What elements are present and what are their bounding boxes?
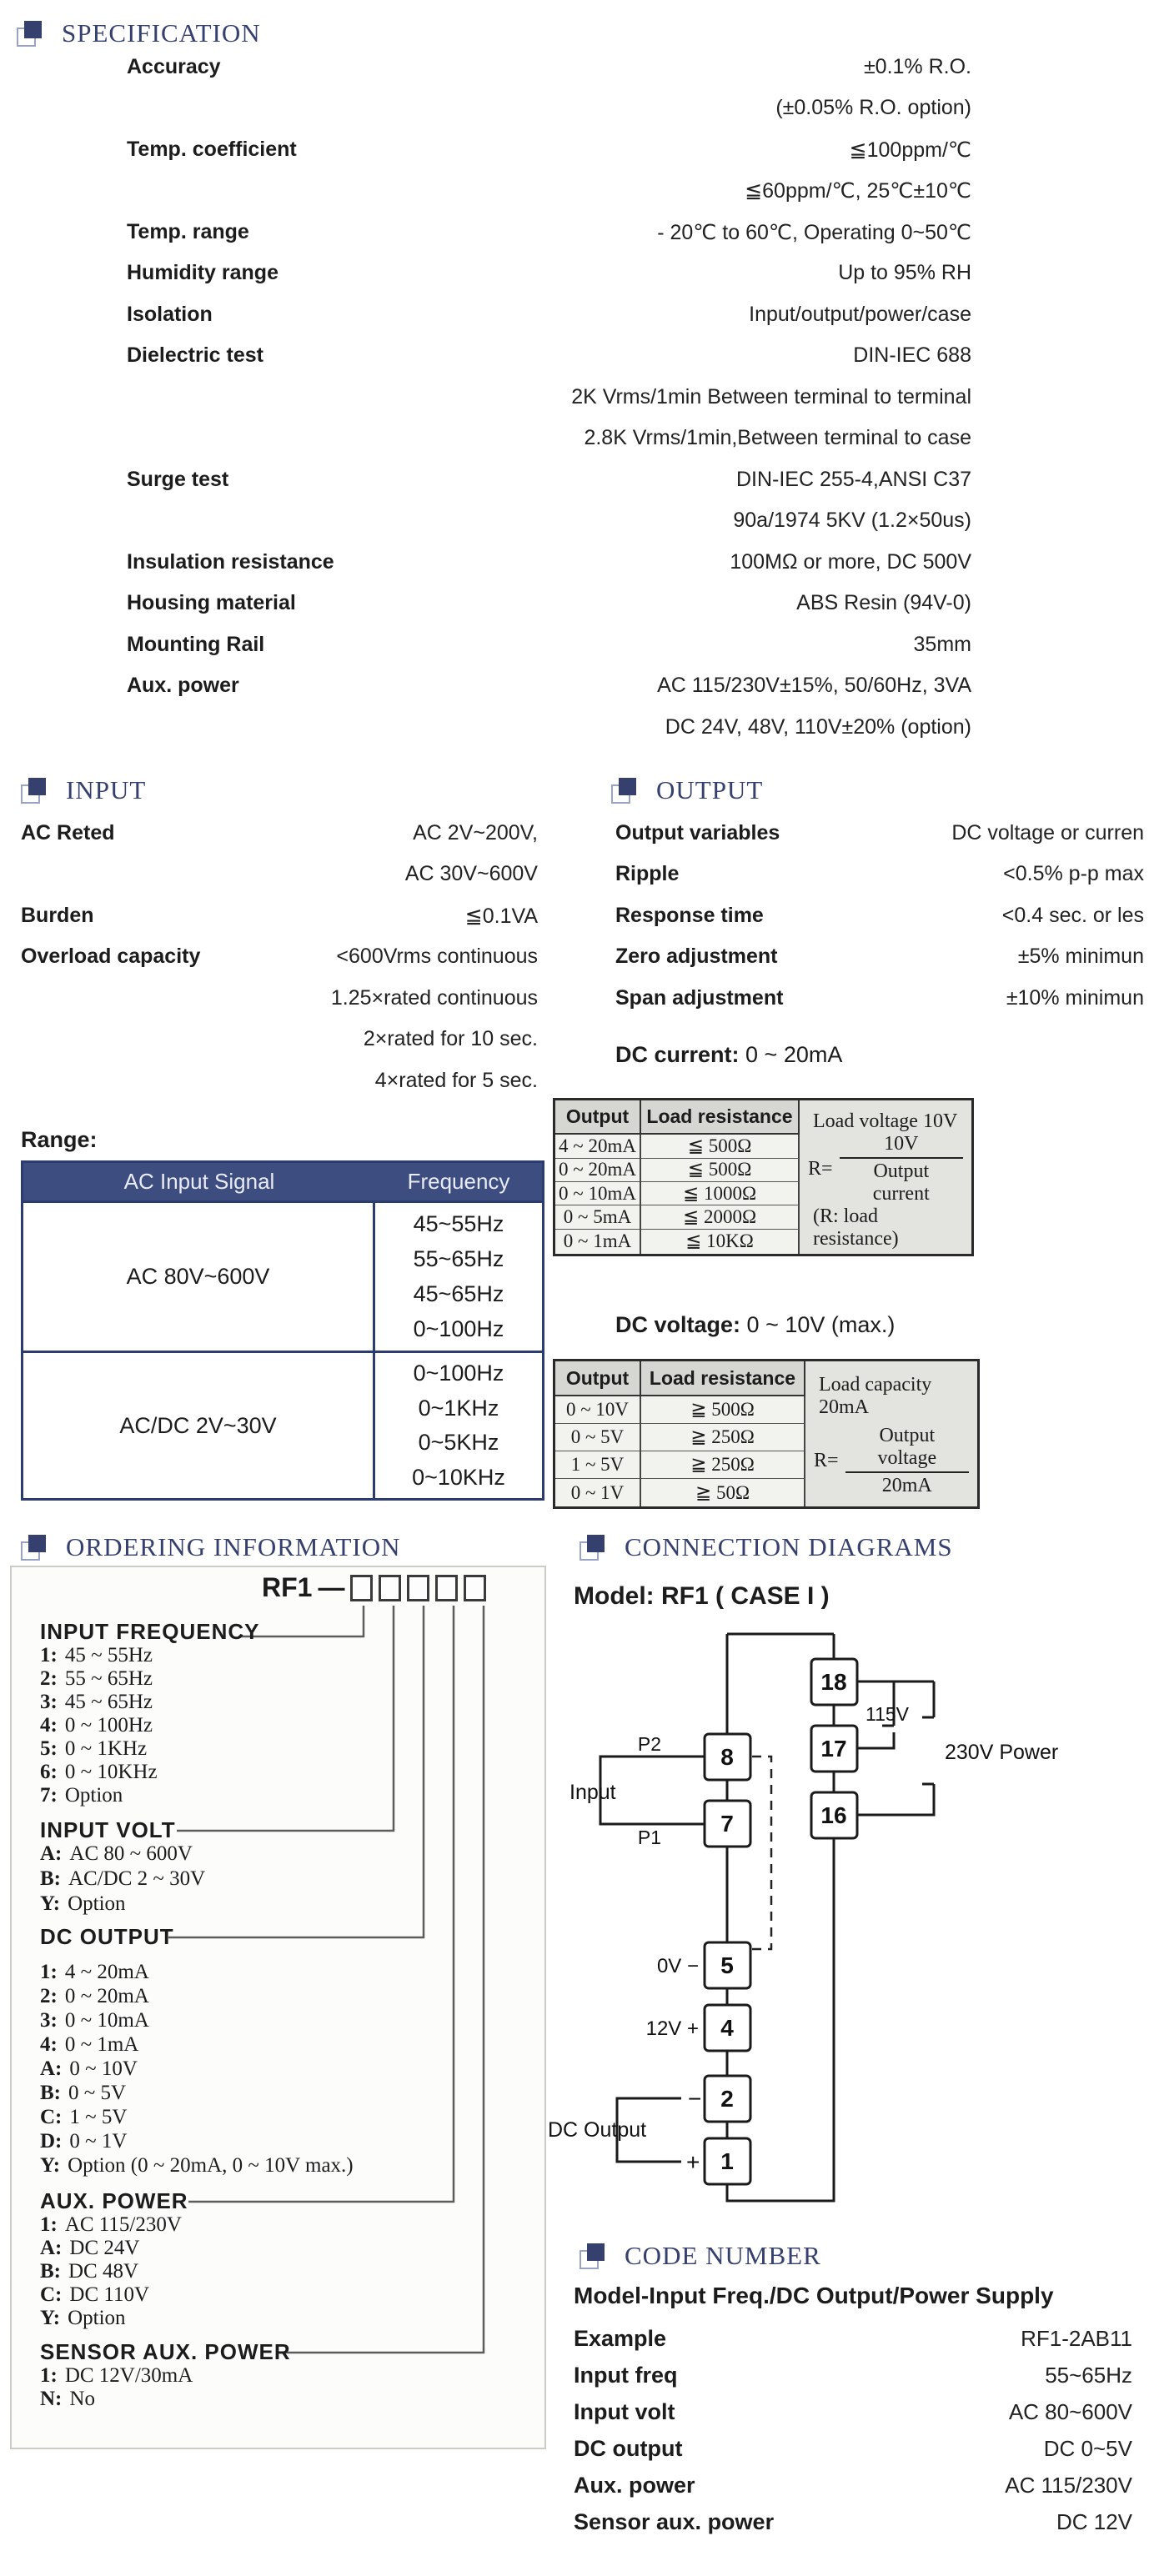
item-text: 0 ~ 5V — [68, 2082, 127, 2104]
code-row — [574, 2436, 1132, 2469]
spec-value: ABS Resin (94V-0) — [796, 591, 971, 614]
section-square-icon — [611, 777, 638, 804]
input-value: 4×rated for 5 sec. — [374, 1069, 538, 1092]
spec-row — [127, 303, 971, 336]
item-key: B: — [40, 2260, 61, 2283]
output-label: Ripple — [615, 862, 680, 885]
input-row — [21, 1069, 538, 1102]
spec-value: AC 115/230V±15%, 50/60Hz, 3VA — [657, 674, 971, 697]
section-title: SPECIFICATION — [62, 18, 261, 48]
spec-row — [127, 385, 971, 418]
voltage-115-label: 115V — [866, 1703, 910, 1725]
voltage-230-power-label: 230V Power — [945, 1741, 1059, 1764]
spec-value: DIN-IEC 688 — [853, 343, 971, 367]
code-label: DC output — [574, 2436, 683, 2461]
spec-value: ≦100ppm/℃ — [849, 138, 971, 162]
table-cell: 0 ~ 20mA — [555, 1159, 641, 1182]
table-cell: ≦ 1000Ω — [641, 1182, 800, 1205]
range-signal: AC/DC 2V~30V — [23, 1353, 375, 1498]
spec-row — [127, 96, 971, 129]
terminal-number: 1 — [720, 2148, 734, 2174]
output-row — [615, 986, 1144, 1020]
spec-value: ≦60ppm/℃, 25℃±10℃ — [745, 179, 971, 203]
input-value: 1.25×rated continuous — [330, 986, 538, 1010]
item-key: B: — [40, 2082, 61, 2104]
item-key: Y: — [40, 1892, 61, 1915]
formula-note-top: Load voltage 10V — [813, 1110, 958, 1132]
ordering-item — [40, 2130, 127, 2153]
ordering-item — [40, 2106, 127, 2129]
fraction-denominator: 20mA — [845, 1471, 969, 1497]
code-row — [574, 2363, 1132, 2396]
input-label: Burden — [21, 904, 94, 927]
model-code-row — [262, 1572, 486, 1603]
spec-row — [127, 468, 971, 501]
ordering-item — [40, 2307, 126, 2330]
item-text: 0 ~ 1KHz — [64, 1737, 148, 1760]
item-key: B: — [40, 1867, 61, 1890]
spec-label: Temp. coefficient — [127, 138, 297, 161]
item-key: Y: — [40, 2307, 61, 2329]
output-label: Output variables — [615, 821, 780, 844]
item-text: 0 ~ 100Hz — [64, 1714, 153, 1737]
item-text: 45 ~ 65Hz — [64, 1691, 153, 1713]
table-cell: ≦ 500Ω — [641, 1135, 800, 1158]
ordering-item — [40, 2009, 149, 2032]
item-text: 4 ~ 20mA — [64, 1961, 149, 1983]
item-key: D: — [40, 2130, 63, 2153]
dc-current-heading — [615, 1042, 842, 1068]
code-box — [350, 1575, 373, 1601]
spec-label: Mounting Rail — [127, 633, 265, 656]
terminal-number: 17 — [820, 1736, 847, 1762]
item-text: Option — [64, 1784, 123, 1807]
item-text: 0 ~ 10V — [69, 2057, 138, 2080]
code-label: Sensor aux. power — [574, 2509, 775, 2534]
section-title: CONNECTION DIAGRAMS — [625, 1532, 953, 1561]
item-key: A: — [40, 1842, 63, 1865]
ordering-item — [40, 2033, 138, 2057]
table-cell: 0 ~ 5mA — [555, 1205, 641, 1229]
table-cell: ≦ 2000Ω — [641, 1205, 800, 1229]
ordering-item — [40, 2388, 95, 2411]
item-key: 3: — [40, 2009, 58, 2032]
item-text: AC 80 ~ 600V — [69, 1842, 193, 1865]
dash: — — [318, 1572, 345, 1602]
spec-value: Input/output/power/case — [749, 303, 971, 326]
item-text: 1 ~ 5V — [69, 2106, 128, 2128]
item-text: DC 110V — [69, 2283, 149, 2306]
spec-row — [127, 591, 971, 624]
table-cell: 1 ~ 5V — [555, 1451, 641, 1479]
input-row — [21, 945, 538, 978]
table-cell: 0 ~ 1mA — [555, 1230, 641, 1254]
item-key: 2: — [40, 1985, 58, 2007]
item-key: 7: — [40, 1784, 58, 1807]
item-text: Option (0 ~ 20mA, 0 ~ 10V max.) — [68, 2154, 354, 2177]
ordering-group-label: AUX. POWER — [40, 2188, 188, 2213]
ordering-item — [40, 1737, 147, 1761]
item-key: 1: — [40, 1644, 58, 1666]
output-value: ±10% minimun — [1006, 986, 1144, 1010]
code-value: RF1-2AB11 — [1021, 2326, 1132, 2351]
ordering-item — [40, 1867, 205, 1891]
output-label: Zero adjustment — [615, 945, 778, 968]
code-row — [574, 2326, 1132, 2359]
code-label: Aux. power — [574, 2473, 695, 2498]
spec-value: Up to 95% RH — [838, 261, 971, 284]
specification-header — [17, 18, 261, 48]
section-square-icon — [17, 20, 43, 47]
ordering-item — [40, 2154, 354, 2178]
ordering-item — [40, 1892, 126, 1916]
spec-value: - 20℃ to 60℃, Operating 0~50℃ — [657, 221, 971, 244]
dc-voltage-table — [553, 1359, 980, 1509]
formula-fraction — [840, 1133, 963, 1205]
input-value: AC 2V~200V, — [413, 821, 538, 844]
item-key: 6: — [40, 1761, 58, 1783]
code-row — [574, 2473, 1132, 2506]
spec-value: 2.8K Vrms/1min,Between terminal to case — [584, 426, 971, 449]
ordering-item — [40, 1644, 153, 1667]
item-key: 3: — [40, 1691, 58, 1713]
output-row — [615, 862, 1144, 895]
code-number-header — [580, 2241, 821, 2271]
spec-label: Insulation resistance — [127, 550, 334, 574]
section-square-icon — [580, 1534, 606, 1561]
input-row — [21, 862, 538, 895]
model-code: RF1 — [262, 1572, 313, 1602]
zero-volt-label: 0V − — [656, 1955, 699, 1977]
formula-note-bottom: (R: load resistance) — [813, 1205, 899, 1250]
spec-value: DIN-IEC 255-4,ANSI C37 — [735, 468, 971, 491]
section-square-icon — [21, 777, 48, 804]
output-row — [615, 821, 1144, 854]
item-text: 55 ~ 65Hz — [64, 1667, 153, 1690]
ordering-diagram — [10, 1566, 546, 2449]
item-key: 1: — [40, 2364, 58, 2387]
input-value: <600Vrms continuous — [336, 945, 538, 968]
table-cell: 0 ~ 1V — [555, 1479, 641, 1506]
spec-label: Isolation — [127, 303, 213, 326]
formula-note-top: Load capacity 20mA — [819, 1374, 932, 1419]
item-text: 0 ~ 20mA — [64, 1985, 149, 2007]
input-value: ≦0.1VA — [464, 905, 538, 928]
spec-label: Surge test — [127, 468, 229, 491]
section-title: OUTPUT — [656, 775, 764, 804]
range-col-header: Frequency — [407, 1169, 510, 1194]
ordering-item — [40, 2057, 138, 2081]
ordering-item — [40, 2237, 139, 2260]
ordering-item — [40, 2364, 193, 2388]
ordering-item — [40, 1842, 193, 1866]
input-value: 2×rated for 10 sec. — [363, 1027, 538, 1050]
output-row — [615, 904, 1144, 937]
section-title: CODE NUMBER — [625, 2241, 821, 2270]
spec-label: Aux. power — [127, 674, 239, 697]
ordering-item — [40, 1961, 149, 1984]
item-text: DC 12V/30mA — [64, 2364, 193, 2387]
fraction-denominator: Output current — [840, 1157, 963, 1205]
table-cell: 0 ~ 10mA — [555, 1182, 641, 1205]
terminal-number: 18 — [820, 1669, 847, 1695]
spec-value: (±0.05% R.O. option) — [775, 96, 971, 119]
range-frequency: 0~100Hz — [413, 1361, 504, 1386]
spec-label: Dielectric test — [127, 343, 263, 367]
range-label: Range: — [21, 1127, 98, 1152]
spec-row — [127, 674, 971, 707]
ordering-group-label: INPUT FREQUENCY — [40, 1619, 260, 1644]
range-group-row — [23, 1203, 542, 1351]
terminal-number: 7 — [720, 1811, 734, 1837]
spec-row — [127, 426, 971, 459]
spec-label: Humidity range — [127, 261, 278, 284]
code-label: Input volt — [574, 2399, 675, 2424]
code-value: DC 0~5V — [1043, 2436, 1132, 2461]
table-cell: ≧ 50Ω — [641, 1479, 805, 1506]
item-text: No — [69, 2388, 95, 2410]
item-key: 2: — [40, 1667, 58, 1690]
spec-row — [127, 55, 971, 88]
table-cell: ≧ 250Ω — [641, 1424, 805, 1451]
dc-output-label: DC Output — [548, 2118, 647, 2142]
range-frequency: 0~100Hz — [413, 1316, 504, 1342]
item-key: C: — [40, 2106, 63, 2128]
range-table-header — [23, 1163, 542, 1203]
spec-value: 90a/1974 5KV (1.2×50us) — [733, 509, 971, 532]
item-key: N: — [40, 2388, 63, 2410]
table-cell: ≦ 500Ω — [641, 1159, 800, 1182]
item-text: 0 ~ 10mA — [64, 2009, 149, 2032]
col-header: Output — [555, 1100, 641, 1135]
item-text: AC/DC 2 ~ 30V — [68, 1867, 206, 1890]
input-row — [21, 821, 538, 854]
ordering-item — [40, 1784, 123, 1807]
spec-label: Housing material — [127, 591, 296, 614]
item-key: 1: — [40, 1961, 58, 1983]
code-box — [379, 1575, 401, 1601]
range-table — [21, 1160, 544, 1501]
ordering-group-label: INPUT VOLT — [40, 1817, 176, 1842]
table-cell: ≦ 10KΩ — [641, 1230, 800, 1254]
spec-row — [127, 178, 971, 212]
item-key: 5: — [40, 1737, 58, 1760]
spec-label: Temp. range — [127, 220, 249, 243]
spec-row — [127, 261, 971, 294]
terminal-number: 16 — [820, 1802, 847, 1828]
code-row — [574, 2509, 1132, 2543]
code-box — [407, 1575, 429, 1601]
fraction-numerator: 10V — [884, 1133, 919, 1155]
item-text: 0 ~ 1V — [69, 2130, 128, 2153]
range-group-row — [23, 1351, 542, 1498]
dc-current-table — [553, 1098, 974, 1256]
ordering-item — [40, 2213, 182, 2237]
section-square-icon — [21, 1534, 48, 1561]
input-row — [21, 1027, 538, 1060]
item-text: AC 115/230V — [64, 2213, 182, 2236]
range-frequency: 0~1KHz — [418, 1395, 499, 1421]
ordering-item — [40, 1667, 153, 1691]
code-box — [435, 1575, 458, 1601]
section-title: INPUT — [66, 775, 147, 804]
p1-label: P1 — [637, 1827, 661, 1848]
item-text: Option — [68, 1892, 126, 1915]
twelve-volt-label: 12V + — [645, 2017, 699, 2040]
connection-header — [580, 1532, 953, 1562]
formula-prefix: R= — [808, 1158, 833, 1180]
p2-label: P2 — [637, 1733, 661, 1755]
item-key: Y: — [40, 2154, 61, 2177]
item-text: 45 ~ 55Hz — [64, 1644, 153, 1666]
ordering-item — [40, 2082, 126, 2105]
spec-row — [127, 633, 971, 666]
range-frequency: 0~10KHz — [412, 1464, 505, 1490]
spec-row — [127, 509, 971, 542]
ordering-item — [40, 1714, 153, 1737]
spec-row — [127, 550, 971, 584]
dc-current-value: 0 ~ 20mA — [745, 1042, 843, 1067]
input-row — [21, 986, 538, 1020]
connection-diagram — [546, 1626, 1145, 2226]
formula-fraction — [845, 1425, 969, 1497]
ordering-item — [40, 2283, 149, 2307]
spec-value: DC 24V, 48V, 110V±20% (option) — [665, 715, 971, 739]
range-col-header: AC Input Signal — [123, 1169, 275, 1194]
table-cell: ≧ 500Ω — [641, 1396, 805, 1424]
range-frequency: 45~55Hz — [413, 1210, 504, 1236]
ordering-group-label: DC OUTPUT — [40, 1924, 174, 1949]
item-text: Option — [68, 2307, 126, 2329]
ordering-item — [40, 1691, 153, 1714]
input-label: Overload capacity — [21, 945, 201, 968]
ordering-header — [21, 1532, 400, 1562]
code-value: 55~65Hz — [1045, 2363, 1132, 2388]
spec-value: ±0.1% R.O. — [863, 55, 971, 78]
dc-voltage-label: DC voltage: — [615, 1312, 741, 1337]
output-value: <0.5% p-p max — [1003, 862, 1144, 885]
spec-row — [127, 343, 971, 377]
code-value: AC 115/230V — [1005, 2473, 1132, 2498]
spec-row — [127, 715, 971, 749]
input-value: AC 30V~600V — [404, 862, 538, 885]
range-frequency: 45~65Hz — [413, 1281, 504, 1307]
code-label: Input freq — [574, 2363, 678, 2388]
terminal-number: 4 — [720, 2015, 734, 2041]
ordering-group-label: SENSOR AUX. POWER — [40, 2339, 291, 2364]
code-value: DC 12V — [1056, 2509, 1132, 2534]
output-row — [615, 945, 1144, 978]
item-text: DC 48V — [68, 2260, 139, 2283]
item-key: C: — [40, 2283, 63, 2306]
item-key: 1: — [40, 2213, 58, 2236]
code-box — [464, 1575, 486, 1601]
fraction-numerator: Output voltage — [877, 1424, 937, 1469]
output-label: Response time — [615, 904, 764, 927]
input-header — [21, 775, 146, 805]
output-label: Span adjustment — [615, 986, 784, 1010]
range-frequency: 55~65Hz — [413, 1245, 504, 1271]
spec-value: 35mm — [913, 633, 971, 656]
spec-row — [127, 138, 971, 171]
code-row — [574, 2399, 1132, 2433]
item-key: A: — [40, 2057, 63, 2080]
output-value: <0.4 sec. or les — [1001, 904, 1144, 927]
formula-prefix: R= — [814, 1449, 839, 1471]
output-header — [611, 775, 763, 805]
plus-sign: + — [686, 2149, 700, 2175]
item-key: A: — [40, 2237, 63, 2259]
terminal-number: 2 — [720, 2086, 734, 2112]
terminal-number: 5 — [720, 1952, 734, 1978]
spec-value: 100MΩ or more, DC 500V — [730, 550, 971, 574]
terminal-number: 8 — [720, 1744, 734, 1770]
item-text: 0 ~ 10KHz — [64, 1761, 158, 1783]
code-headline: Model-Input Freq./DC Output/Power Supply — [574, 2283, 1054, 2308]
code-value: AC 80~600V — [1008, 2399, 1132, 2424]
table-cell: 0 ~ 10V — [555, 1396, 641, 1424]
ordering-item — [40, 2260, 138, 2283]
spec-label: Accuracy — [127, 55, 221, 78]
ordering-item — [40, 1985, 149, 2008]
section-title: ORDERING INFORMATION — [66, 1532, 401, 1561]
connection-model-line: Model: RF1 ( CASE I ) — [574, 1582, 830, 1610]
dc-voltage-value: 0 ~ 10V (max.) — [746, 1312, 896, 1337]
table-cell: 4 ~ 20mA — [555, 1135, 641, 1158]
code-label: Example — [574, 2326, 667, 2351]
range-signal: AC 80V~600V — [23, 1203, 375, 1351]
item-text: DC 24V — [69, 2237, 140, 2259]
dc-voltage-heading — [615, 1312, 895, 1338]
ordering-item — [40, 1761, 158, 1784]
dc-current-label: DC current: — [615, 1042, 740, 1067]
input-row — [21, 904, 538, 937]
col-header: Output — [555, 1361, 641, 1396]
minus-sign: − — [688, 2086, 702, 2112]
item-key: 4: — [40, 2033, 58, 2056]
table-cell: 0 ~ 5V — [555, 1424, 641, 1451]
input-label: AC Reted — [21, 821, 115, 844]
output-value: ±5% minimun — [1017, 945, 1144, 968]
col-header: Load resistance — [641, 1100, 800, 1135]
section-square-icon — [580, 2243, 606, 2269]
range-frequency: 0~5KHz — [418, 1430, 499, 1456]
output-value: DC voltage or curren — [951, 821, 1144, 844]
item-text: 0 ~ 1mA — [64, 2033, 139, 2056]
table-cell: ≧ 250Ω — [641, 1451, 805, 1479]
col-header: Load resistance — [641, 1361, 805, 1396]
spec-value: 2K Vrms/1min Between terminal to terminal — [571, 385, 971, 408]
item-key: 4: — [40, 1714, 58, 1737]
input-label: Input — [569, 1781, 616, 1804]
spec-row — [127, 220, 971, 253]
